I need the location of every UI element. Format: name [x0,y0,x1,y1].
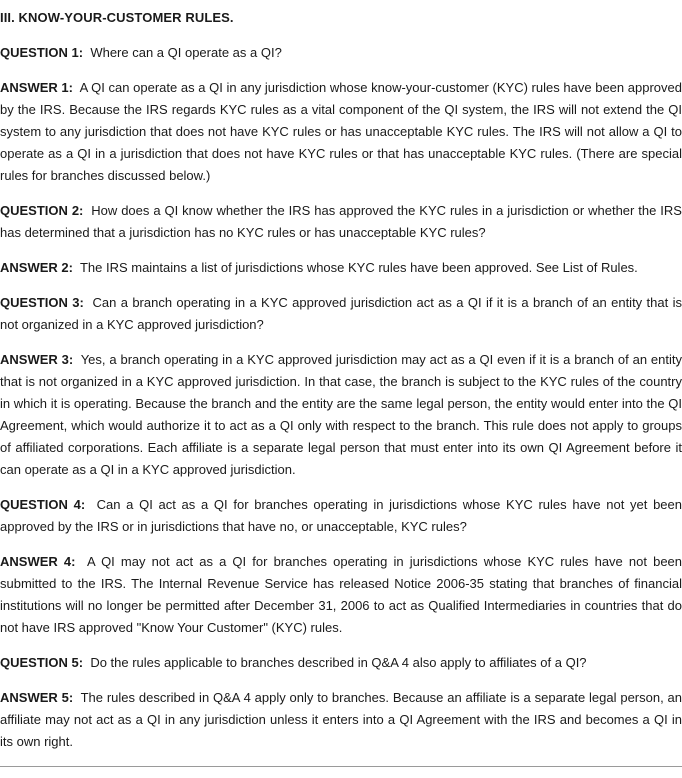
bottom-divider [0,766,682,767]
question-1 [0,42,682,64]
answer-1 [0,77,682,187]
question-5-label: QUESTION 5: [0,655,84,670]
question-4-label: QUESTION 4: [0,497,86,512]
question-5-text: Do the rules applicable to branches described in Q&A 4 also apply to affiliates of a QI? [90,655,587,670]
question-1-text: Where can a QI operate as a QI? [90,45,282,60]
answer-2-text: The IRS maintains a list of jurisdictions whose KYC rules have been approved. See List of Rules. [79,260,638,275]
question-2-label: QUESTION 2: [0,203,84,218]
answer-1-text: A QI can operate as a QI in any jurisdiction whose know-your-customer (KYC) rules have been approved by the IRS. Because the IRS regards KYC rules as a vital component of the QI system, the IRS will not extend the QI system to any jurisdiction that does not have KYC rules or has unacceptable KYC rules. The IRS will not allow a QI to operate as a QI in a jurisdiction that does not have KYC rules or that has unacceptable KYC rules. (There are special rules for branches discussed below.) [0,80,682,183]
question-1-label: QUESTION 1: [0,45,84,60]
answer-4-text: A QI may not act as a QI for branches operating in jurisdictions whose KYC rules have not been submitted to the IRS. The Internal Revenue Service has released Notice 2006-35 stating that branches of financial institutions will no longer be permitted after December 31, 2006 to act as Qualified Intermediaries in countries that do not have IRS approved "Know Your Customer" (KYC) rules. [0,554,682,635]
question-2 [0,200,682,244]
question-3 [0,292,682,336]
answer-3-text: Yes, a branch operating in a KYC approved jurisdiction may act as a QI even if it is a branch of an entity that is not organized in a KYC approved jurisdiction. In that case, the branch is subject to the KYC rules of the country in which it is operating. Because the branch and the entity are the same legal person, the entity would enter into the QI Agreement, which would authorize it to act as a QI only with respect to the branch. This rule does not apply to groups of affiliated corporations. Each affiliate is a separate legal person that must enter into its own QI Agreement before it can operate as a QI in a KYC approved jurisdiction. [0,352,682,477]
answer-2 [0,257,682,279]
answer-5-label: ANSWER 5: [0,690,74,705]
question-4 [0,494,682,538]
answer-5 [0,687,682,753]
answer-4-label: ANSWER 4: [0,554,76,569]
answer-2-label: ANSWER 2: [0,260,73,275]
question-2-text: How does a QI know whether the IRS has approved the KYC rules in a jurisdiction or whether the IRS has determined that a jurisdiction has no KYC rules or has unacceptable KYC rules? [0,203,682,240]
question-3-text: Can a branch operating in a KYC approved jurisdiction act as a QI if it is a branch of an entity that is not organized in a KYC approved jurisdiction? [0,295,682,332]
answer-3-label: ANSWER 3: [0,352,74,367]
answer-3 [0,349,682,481]
section-title: III. KNOW-YOUR-CUSTOMER RULES. [0,10,234,25]
answer-5-text: The rules described in Q&A 4 apply only to branches. Because an affiliate is a separate legal person, an affiliate may not act as a QI in any jurisdiction unless it enters into a QI Agreement with the IRS and becomes a QI in its own right. [0,690,682,749]
question-3-label: QUESTION 3: [0,295,84,310]
question-5 [0,652,682,674]
answer-4 [0,551,682,639]
question-4-text: Can a QI act as a QI for branches operating in jurisdictions whose KYC rules have not yet been approved by the IRS or in jurisdictions that have no, or unacceptable, KYC rules? [0,497,682,534]
answer-1-label: ANSWER 1: [0,80,73,95]
